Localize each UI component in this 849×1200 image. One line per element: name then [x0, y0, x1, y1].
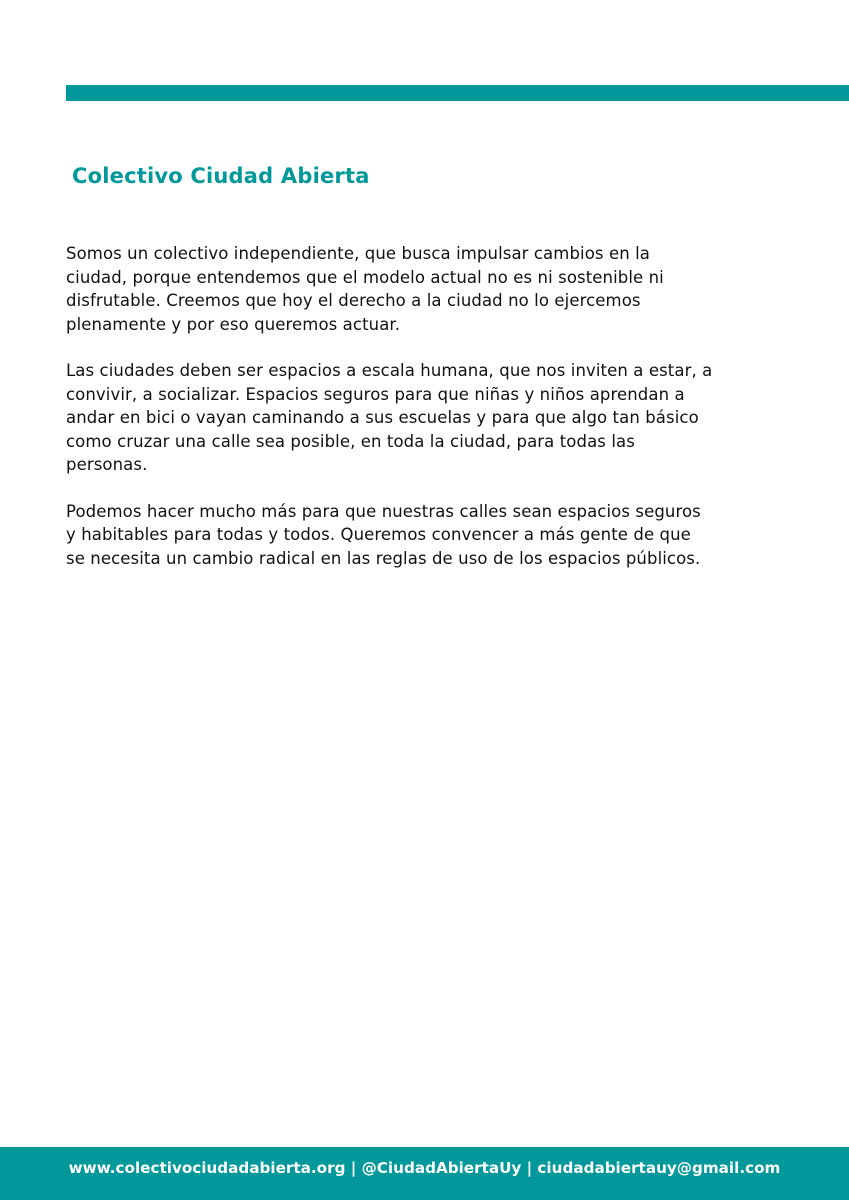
text-line: y habitables para todas y todos. Queremos convencer a más gente de que — [66, 525, 691, 544]
text-line: convivir, a socializar. Espacios seguros para que niñas y niños aprendan a — [66, 384, 685, 404]
page-title: Colectivo Ciudad Abierta — [72, 164, 370, 188]
paragraph-streets — [66, 500, 756, 571]
text-line: personas. — [66, 455, 148, 474]
text-line: Las ciudades deben ser espacios a escala humana, que nos inviten a estar, a — [66, 361, 713, 380]
text-line: andar en bici o vayan caminando a sus escuelas y para que algo tan básico — [66, 408, 699, 427]
text-line: disfrutable. Creemos que hoy el derecho a la ciudad no lo ejercemos — [66, 291, 641, 310]
text-line: se necesita un cambio radical en las reglas de uso de los espacios públicos. — [66, 548, 701, 568]
top-accent-bar — [66, 85, 849, 101]
paragraph-intro — [66, 242, 756, 336]
body-text — [66, 242, 756, 593]
text-line: plenamente y por eso queremos actuar. — [66, 314, 401, 334]
text-line: ciudad, porque entendemos que el modelo actual no es ni sostenible ni — [66, 267, 664, 287]
text-line: Podemos hacer mucho más para que nuestras calles sean espacios seguros — [66, 501, 701, 521]
text-line: Somos un colectivo independiente, que busca impulsar cambios en la — [66, 244, 650, 263]
paragraph-cities — [66, 359, 756, 477]
footer-contact: www.colectivociudadabierta.org | @CiudadAbiertaUy | ciudadabiertauy@gmail.com — [68, 1159, 781, 1177]
text-line: como cruzar una calle sea posible, en toda la ciudad, para todas las — [66, 431, 635, 451]
